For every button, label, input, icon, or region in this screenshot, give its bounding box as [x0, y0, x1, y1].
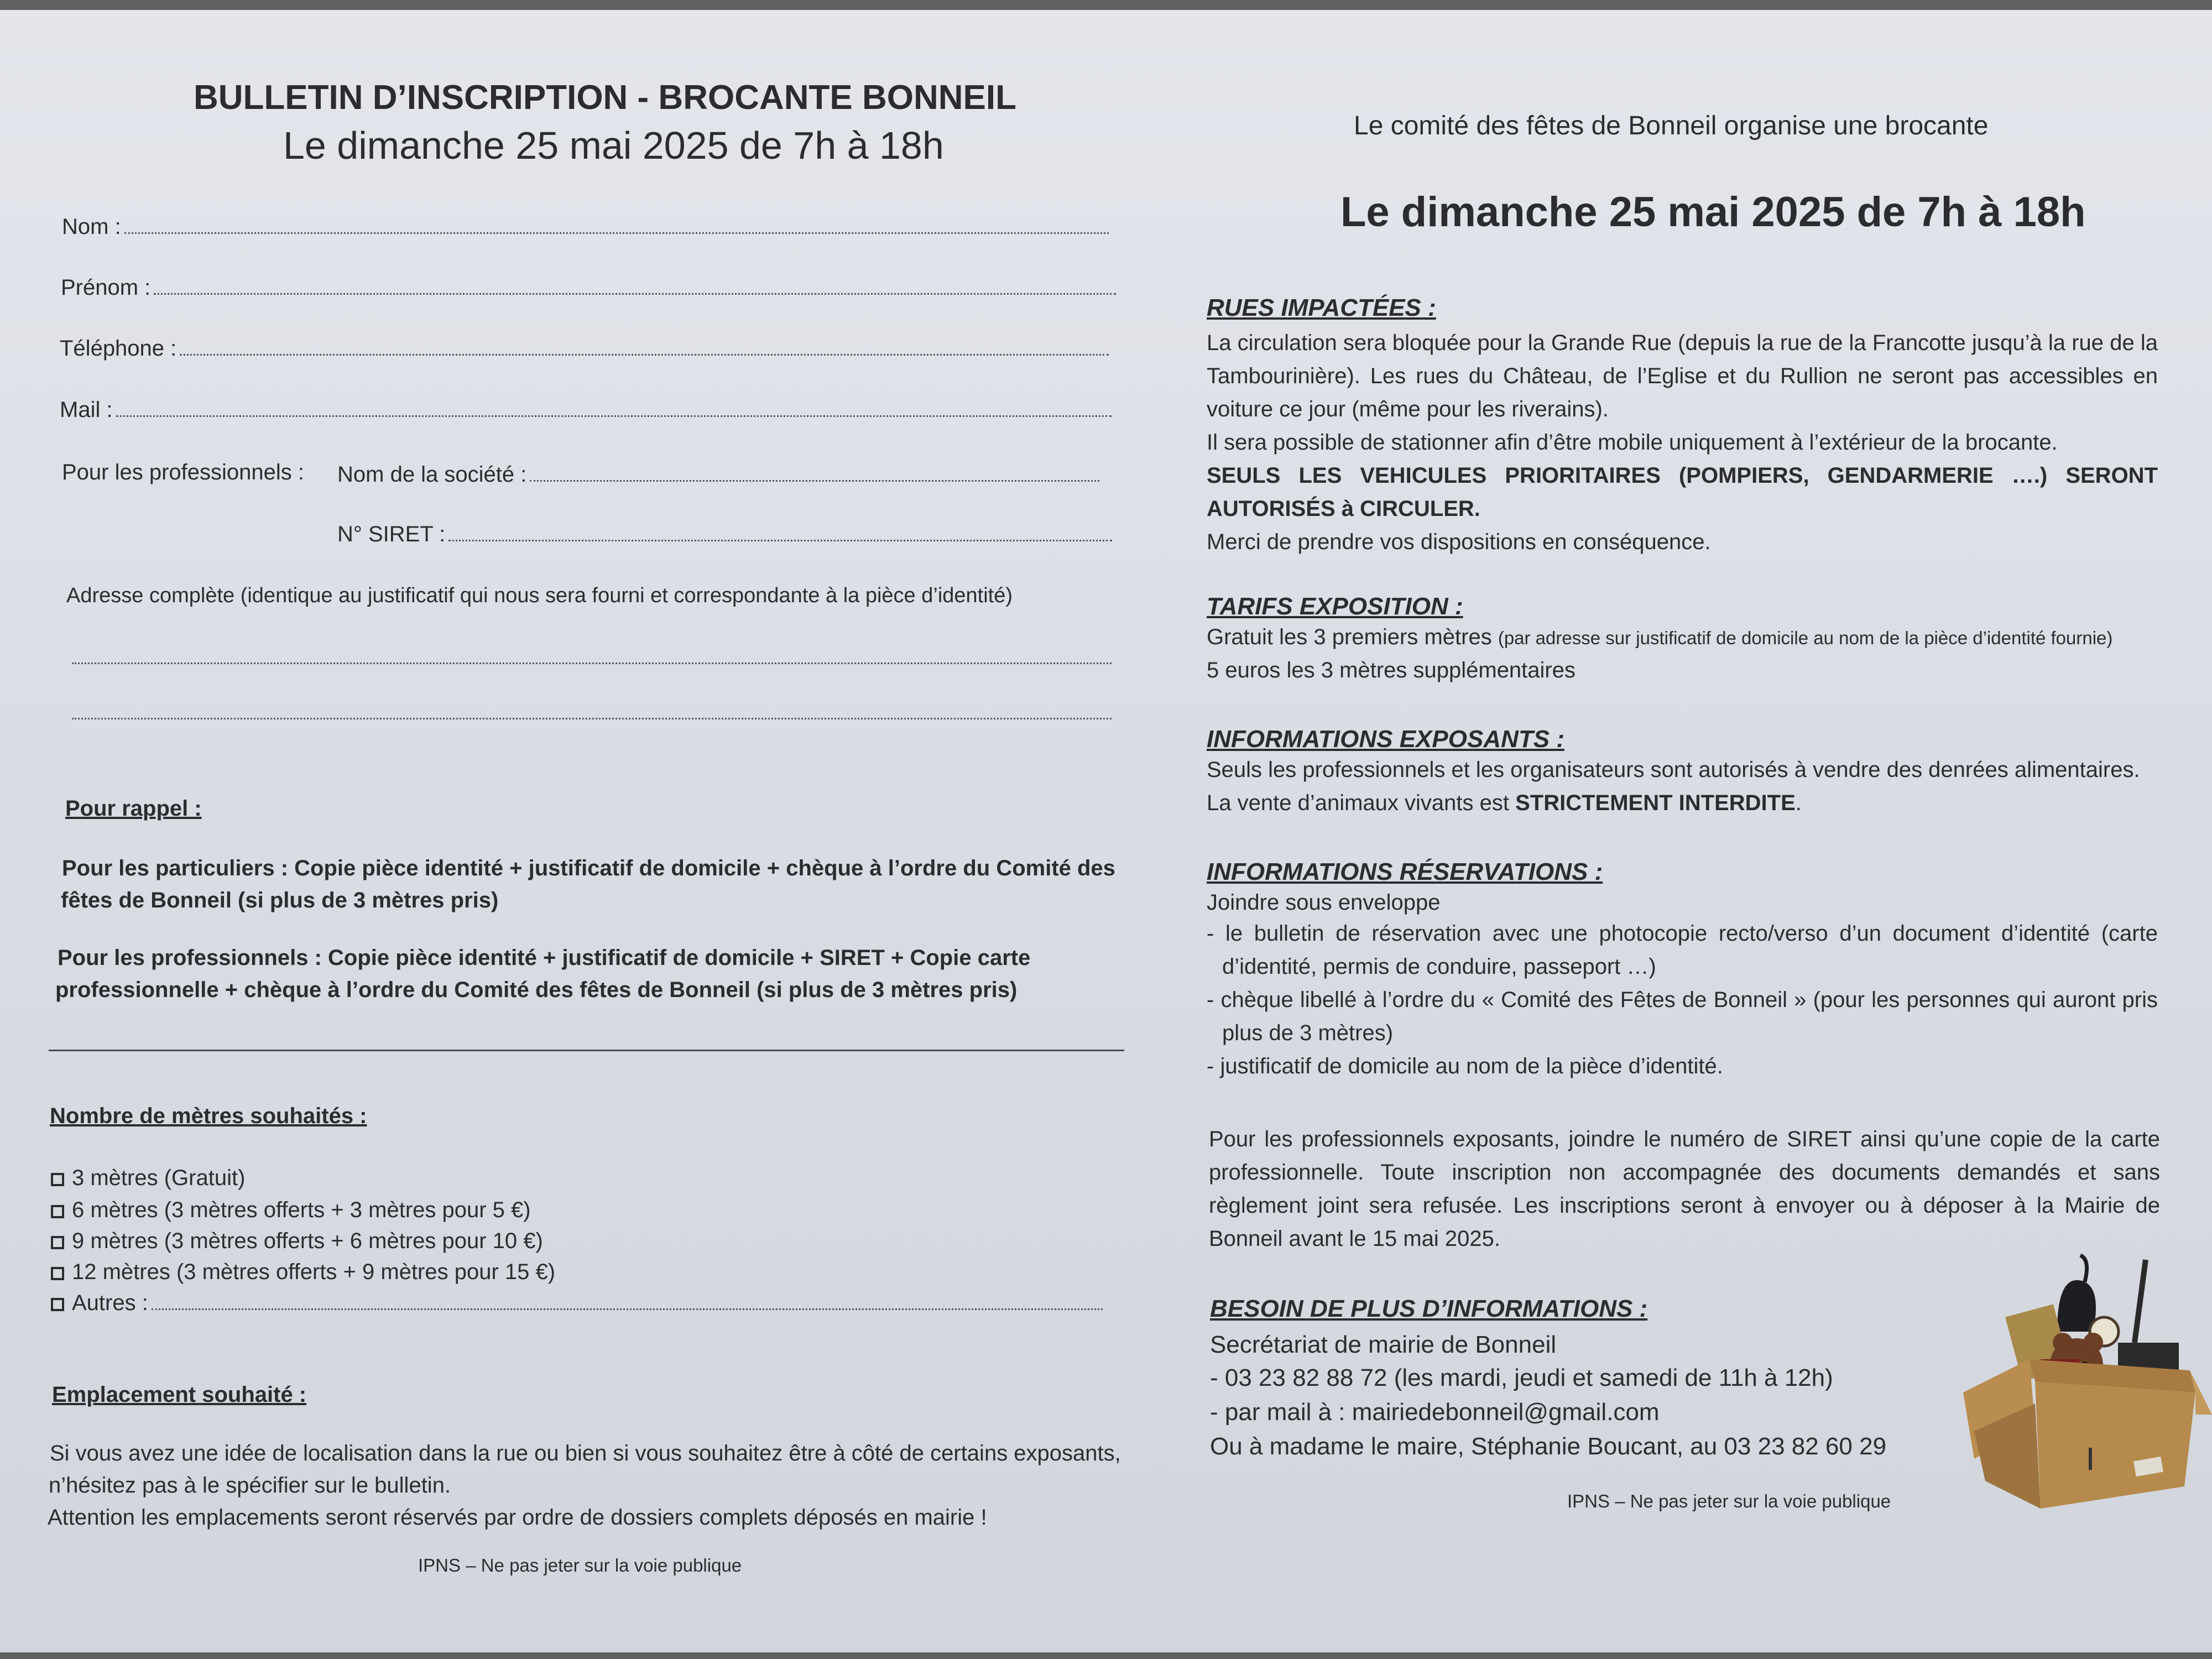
reservations-item-text: chèque libellé à l’ordre du « Comité des Fêtes de Bonneil » (pour les personnes qui auront pris plus de 3 mètres) [1220, 988, 2158, 1045]
reservations-pros-paragraph: Pour les professionnels exposants, joindre le numéro de SIRET ainsi qu’une copie de la carte professionnelle. Toute inscription non accompagnée des documents demandés et sans règlement joint sera refusée. Les inscriptions seront à envoyer ou à déposer à la Mairie de Bonneil avant le 15 mai 2025. [1209, 1127, 2160, 1251]
left-footer: IPNS – Ne pas jeter sur la voie publique [418, 1555, 742, 1575]
rues-text-1: La circulation sera bloquée pour la Grande Rue (depuis la rue de la Francotte jusqu’à la rue de la Tambourinière). Les rues du Château, de l’Eglise et du Rullion ne seront pas accessibles en voiture ce jour (même pour les riverains). [1207, 331, 2158, 421]
checkbox-icon[interactable] [51, 1298, 64, 1311]
metres-option-6[interactable] [51, 1199, 531, 1221]
field-mail-label: Mail : [60, 398, 113, 422]
checkbox-icon[interactable] [51, 1173, 64, 1186]
exposants-title: INFORMATIONS EXPOSANTS : [1207, 726, 1564, 753]
field-societe-label: Nom de la société : [337, 462, 527, 487]
rappel-pros-line-2: professionnelle + chèque à l’ordre du Comité des fêtes de Bonneil (si plus de 3 mètres pris) [55, 978, 1018, 1002]
metres-option-label: 12 mètres (3 mètres offerts + 9 mètres pour 15 €) [72, 1260, 556, 1284]
field-siret-line[interactable] [448, 539, 1112, 541]
field-telephone[interactable] [60, 337, 1109, 359]
rues-text-3: SEULS LES VEHICULES PRIORITAIRES (POMPIERS, GENDARMERIE ….) SERONT AUTORISÉS à CIRCULER. [1207, 463, 2158, 521]
field-prenom-line[interactable] [154, 293, 1116, 295]
rappel-pros-line-1: Pour les professionnels : Copie pièce identité + justificatif de domicile + SIRET + Copie carte [58, 946, 1031, 970]
field-adresse-line-1[interactable] [72, 646, 1112, 668]
emplacement-line-1: Si vous avez une idée de localisation dans la rue ou bien si vous souhaitez être à côté de certains exposants, [50, 1441, 1121, 1465]
adresse-dotted-line[interactable] [72, 717, 1112, 719]
rappel-title: Pour rappel : [65, 796, 202, 821]
rappel-particuliers-line-2: fêtes de Bonneil (si plus de 3 mètres pris) [61, 888, 499, 912]
field-mail[interactable] [60, 399, 1112, 421]
field-adresse-line-2[interactable] [72, 701, 1112, 723]
emplacement-line-3: Attention les emplacements seront réservés par ordre de dossiers complets déposés en mairie ! [48, 1505, 987, 1530]
tarifs-line-2: 5 euros les 3 mètres supplémentaires [1207, 658, 1575, 682]
field-mail-line[interactable] [116, 415, 1112, 417]
besoin-line-3: - par mail à : mairiedebonneil@gmail.com [1210, 1399, 1660, 1426]
field-siret[interactable] [337, 523, 1112, 545]
besoin-line-1: Secrétariat de mairie de Bonneil [1210, 1331, 1557, 1358]
flyer-sheet [0, 10, 2212, 1652]
field-nom-label: Nom : [62, 215, 121, 239]
metres-option-9[interactable] [51, 1230, 543, 1252]
rues-title: RUES IMPACTÉES : [1207, 294, 1436, 321]
tarifs-title: TARIFS EXPOSITION : [1207, 593, 1463, 620]
reservations-intro: Joindre sous enveloppe [1207, 890, 1441, 915]
reservations-list [1207, 917, 2158, 1083]
field-adresse-label: Adresse complète (identique au justificatif qui nous sera fourni et correspondante à la pièce d’identité) [66, 584, 1013, 607]
metres-option-label: 3 mètres (Gratuit) [72, 1166, 246, 1190]
right-footer: IPNS – Ne pas jeter sur la voie publique [1567, 1491, 1891, 1511]
tarifs-text-1b: (par adresse sur justificatif de domicile au nom de la pièce d’identité fournie) [1498, 628, 2113, 648]
metres-option-label: 9 mètres (3 mètres offerts + 6 mètres pour 10 €) [72, 1229, 543, 1253]
form-title: BULLETIN D’INSCRIPTION - BROCANTE BONNEIL [194, 79, 1016, 117]
rues-paragraph [1207, 326, 2158, 559]
reservations-item: - chèque libellé à l’ordre du « Comité des Fêtes de Bonneil » (pour les personnes qui auront pris plus de 3 mètres) [1207, 988, 2158, 1045]
reservations-item-text: le bulletin de réservation avec une photocopie recto/verso d’un document d’identité (carte d’identité, permis de conduire, passeport …) [1222, 921, 2158, 979]
field-nom[interactable] [62, 216, 1109, 238]
reservations-item: - le bulletin de réservation avec une photocopie recto/verso d’un document d’identité (carte d’identité, permis de conduire, passeport …) [1207, 921, 2158, 979]
rues-text-4: Merci de prendre vos dispositions en conséquence. [1207, 530, 1711, 554]
rues-text-2: Il sera possible de stationner afin d’être mobile uniquement à l’extérieur de la brocante. [1207, 430, 2058, 455]
checkbox-icon[interactable] [51, 1236, 64, 1249]
emplacement-title: Emplacement souhaité : [52, 1383, 307, 1407]
field-telephone-label: Téléphone : [60, 336, 177, 361]
rappel-particuliers-line-1: Pour les particuliers : Copie pièce identité + justificatif de domicile + chèque à l’ordre du Comité des [62, 856, 1115, 880]
field-prenom-label: Prénom : [61, 275, 151, 300]
autres-dotted-line[interactable] [152, 1308, 1103, 1310]
metres-option-12[interactable] [51, 1261, 555, 1283]
metres-option-label: Autres : [72, 1291, 148, 1315]
field-prenom[interactable] [61, 276, 1116, 299]
tarifs-line-1 [1207, 626, 2112, 648]
metres-option-3[interactable] [51, 1167, 245, 1189]
reservations-title: INFORMATIONS RÉSERVATIONS : [1207, 858, 1603, 885]
metres-title: Nombre de mètres souhaités : [50, 1104, 367, 1128]
field-nom-line[interactable] [124, 232, 1109, 234]
form-date: Le dimanche 25 mai 2025 de 7h à 18h [283, 124, 944, 167]
besoin-title: BESOIN DE PLUS D’INFORMATIONS : [1210, 1295, 1648, 1322]
intro-line: Le comité des fêtes de Bonneil organise une brocante [1354, 111, 1989, 140]
event-date-heading: Le dimanche 25 mai 2025 de 7h à 18h [1340, 189, 2086, 236]
exposants-text-2b: STRICTEMENT INTERDITE [1515, 791, 1796, 815]
exposants-line-2: La vente d’animaux vivants est STRICTEMENT INTERDITE. [1207, 791, 1802, 815]
field-siret-label: N° SIRET : [337, 522, 446, 546]
adresse-dotted-line[interactable] [72, 662, 1112, 664]
pros-label: Pour les professionnels : [62, 460, 305, 484]
field-societe[interactable] [337, 463, 1099, 486]
metres-option-autres[interactable] [51, 1292, 1103, 1314]
emplacement-line-2: n’hésitez pas à le spécifier sur le bulletin. [49, 1473, 451, 1498]
checkbox-icon[interactable] [51, 1267, 64, 1280]
checkbox-icon[interactable] [51, 1205, 64, 1218]
besoin-line-4: Ou à madame le maire, Stéphanie Boucant, au 03 23 82 60 29 [1210, 1433, 1887, 1460]
tarifs-text-1a: Gratuit les 3 premiers mètres [1207, 625, 1492, 649]
separator-line [49, 1050, 1124, 1051]
reservations-item-text: justificatif de domicile au nom de la pièce d’identité. [1220, 1054, 1723, 1078]
exposants-line-1: Seuls les professionnels et les organisateurs sont autorisés à vendre des denrées alimentaires. [1207, 758, 2140, 782]
reservations-item: - justificatif de domicile au nom de la pièce d’identité. [1207, 1054, 1723, 1078]
exposants-text-2a: La vente d’animaux vivants est [1207, 791, 1509, 815]
box-of-second-hand-items-icon [1952, 1249, 2212, 1514]
field-societe-line[interactable] [530, 479, 1099, 482]
besoin-line-2: - 03 23 82 88 72 (les mardi, jeudi et samedi de 11h à 12h) [1210, 1364, 1833, 1391]
metres-option-label: 6 mètres (3 mètres offerts + 3 mètres pour 5 €) [72, 1198, 531, 1222]
field-telephone-line[interactable] [180, 353, 1109, 356]
